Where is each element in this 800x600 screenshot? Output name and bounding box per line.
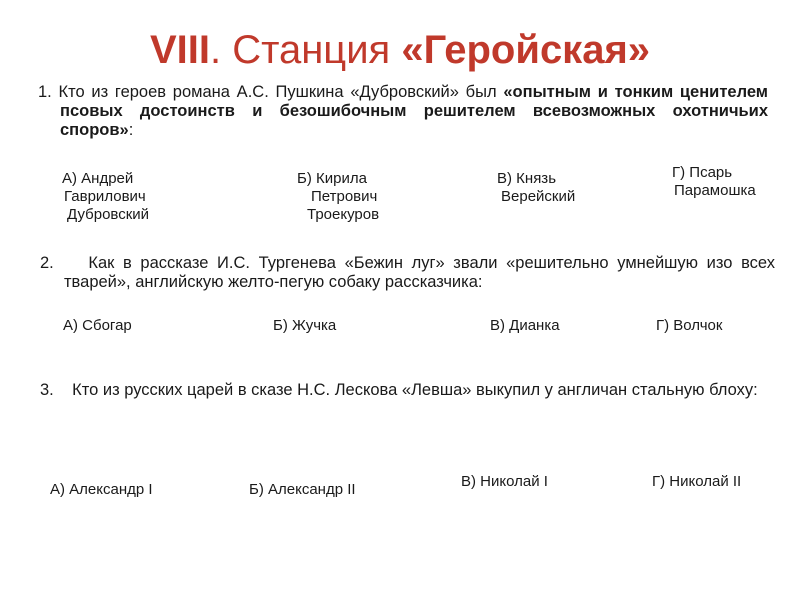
answer-line: Б) Кирила bbox=[297, 170, 367, 187]
question-1-text: Кто из героев романа А.С. Пушкина «Дубровский» был bbox=[51, 83, 504, 101]
question-3-answer-b[interactable]: Б) Александр II bbox=[249, 481, 356, 498]
question-2-answer-a[interactable]: А) Сбогар bbox=[63, 317, 132, 334]
question-1-quote: «опытным и тонким ценителем псовых достоинств и безошибочным решителем всевозможных охотничьих споров» bbox=[60, 83, 769, 139]
answer-line: Гаврилович bbox=[64, 188, 146, 205]
question-3-answer-d[interactable]: Г) Николай II bbox=[652, 473, 742, 490]
question-1-answer-d[interactable] bbox=[672, 164, 756, 200]
question-2-number: 2. bbox=[40, 254, 54, 272]
question-1-answer-a[interactable] bbox=[62, 170, 149, 224]
title-roman: VIII bbox=[149, 28, 210, 72]
question-2-answer-b[interactable]: Б) Жучка bbox=[273, 317, 337, 334]
answer-line: Верейский bbox=[501, 188, 576, 205]
question-1-answer-b[interactable] bbox=[297, 170, 379, 224]
answer-line: А) Андрей bbox=[62, 170, 134, 187]
page-title bbox=[0, 28, 800, 73]
answer-line: Парамошка bbox=[674, 182, 756, 199]
question-3-answer-c[interactable]: В) Николай I bbox=[461, 473, 548, 490]
question-3-number: 3. bbox=[40, 381, 54, 399]
answer-line: Г) Псарь bbox=[672, 164, 733, 181]
question-1-colon: : bbox=[128, 121, 134, 139]
question-2-answer-d[interactable]: Г) Волчок bbox=[656, 317, 723, 334]
answer-line: В) Князь bbox=[497, 170, 557, 187]
question-3-answer-a[interactable]: А) Александр I bbox=[50, 481, 153, 498]
question-1 bbox=[38, 83, 768, 140]
answer-line: Дубровский bbox=[67, 206, 150, 223]
answer-line: Петрович bbox=[311, 188, 378, 205]
title-station: «Геройская» bbox=[401, 28, 651, 72]
question-1-number: 1. bbox=[38, 83, 52, 101]
title-text: . Станция bbox=[209, 28, 402, 72]
question-2-answer-c[interactable]: В) Дианка bbox=[490, 317, 560, 334]
question-3-text: Кто из русских царей в сказе Н.С. Лескова «Левша» выкупил у англичан стальную блоху: bbox=[72, 381, 758, 399]
question-2-text: Как в рассказе И.С. Тургенева «Бежин луг» звали «решительно умнейшую изо всех тварей», английскую желто-пегую собаку рассказчика: bbox=[64, 254, 775, 291]
question-3 bbox=[40, 381, 775, 400]
answer-line: Троекуров bbox=[307, 206, 380, 223]
question-2 bbox=[40, 254, 775, 292]
question-1-answer-c[interactable] bbox=[497, 170, 575, 206]
